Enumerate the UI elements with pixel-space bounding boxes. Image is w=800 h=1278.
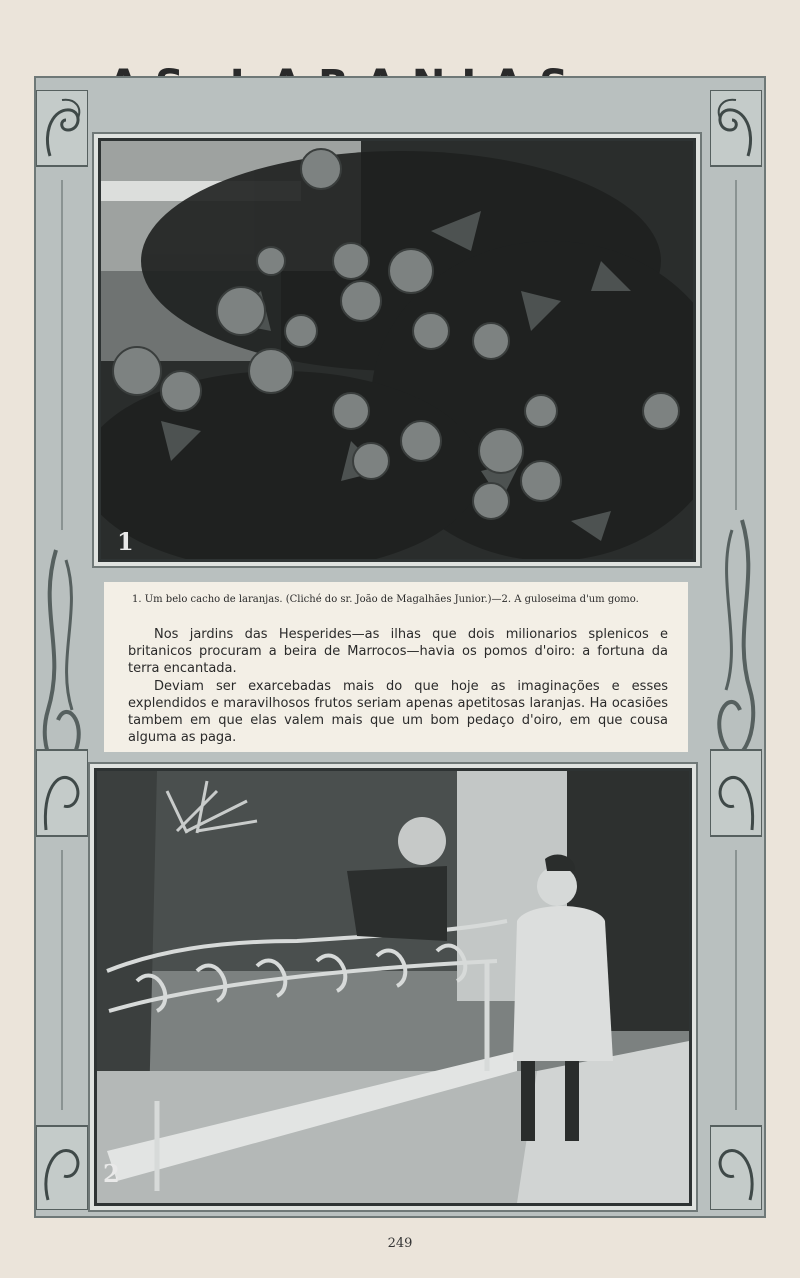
photo-caption: 1. Um belo cacho de laranjas. (Cliché do sr. João de Magalhães Junior.)—2. A guloseima d'um gomo. [132, 594, 639, 605]
left-ornament-pillar [36, 90, 88, 1210]
right-ornament-pillar [710, 90, 762, 1210]
photo-orange-cluster [98, 138, 696, 562]
caption-panel [104, 582, 688, 752]
photo-1-number: 1 [117, 527, 134, 556]
page-number: 249 [387, 1236, 413, 1251]
paragraph-2: Deviam ser exarcebadas mais do que hoje as imaginações e esses explendidos e maravilhosos frutos seriam apenas apetitosas laranjas. Ha ocasiões tambem em que elas valem mais que um bom pedaço d'oiro, em que cousa alguma as paga. [128, 679, 668, 745]
photo-children-bench [94, 768, 692, 1206]
paragraph-1: Nos jardins das Hesperides—as ilhas que dois milionarios splenicos e britanicos procuram a beira de Marrocos—havia os pomos d'oiro: a fortuna da terra encantada. [128, 627, 668, 676]
photo-2-number: 2 [103, 1159, 120, 1188]
